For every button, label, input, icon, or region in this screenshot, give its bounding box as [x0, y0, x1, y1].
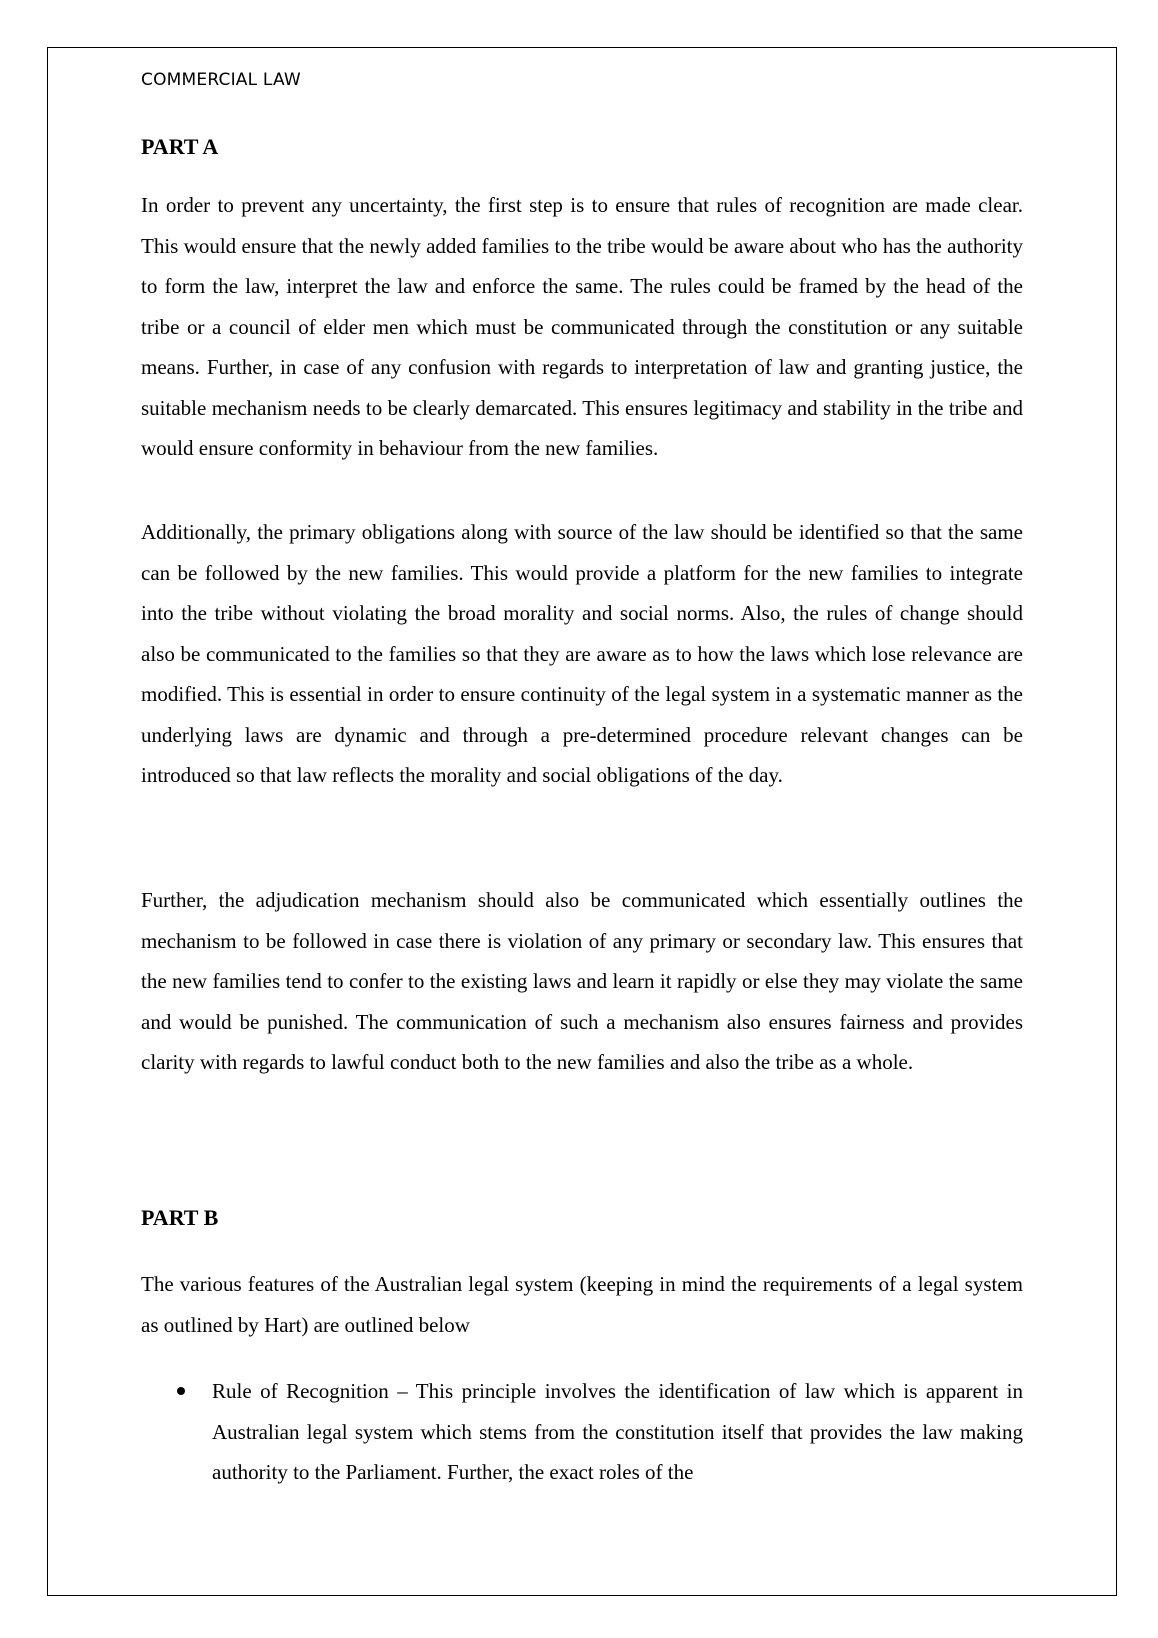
part-a-heading: PART A — [141, 134, 219, 159]
part-a-paragraph-1: In order to prevent any uncertainty, the first step is to ensure that rules of recognition are made clear. This would ensure that the newly added families to the tribe would be aware about who has the authority to form the law, interpret the law and enforce the same. The rules could be framed by the head of the tribe or a council of elder men which must be communicated through the constitution or any suitable means. Further, in case of any confusion with regards to interpretation of law and granting justice, the suitable mechanism needs to be clearly demarcated. This ensures legitimacy and stability in the tribe and would ensure conformity in behaviour from the new families. — [141, 193, 1023, 460]
bullet-text: Rule of Recognition – This principle involves the identification of law which is apparent in Australian legal system which stems from the constitution itself that provides the law making authority to the Parliament. Further, the exact roles of the — [212, 1379, 1023, 1484]
part-a-paragraph-3: Further, the adjudication mechanism should also be communicated which essentially outlines the mechanism to be followed in case there is violation of any primary or secondary law. This ensures that the new families tend to confer to the existing laws and learn it rapidly or else they may violate the same and would be punished. The communication of such a mechanism also ensures fairness and provides clarity with regards to lawful conduct both to the new families and also the tribe as a whole. — [141, 888, 1023, 1074]
running-header: COMMERCIAL LAW — [141, 70, 301, 90]
part-b-heading: PART B — [141, 1205, 219, 1230]
bullet-icon — [177, 1387, 185, 1395]
part-a-paragraph-2: Additionally, the primary obligations along with source of the law should be identified so that the same can be followed by the new families. This would provide a platform for the new families to integrate into the tribe without violating the broad morality and social norms. Also, the rules of change should also be communicated to the families so that they are aware as to how the laws which lose relevance are modified. This is essential in order to ensure continuity of the legal system in a systematic manner as the underlying laws are dynamic and through a pre-determined procedure relevant changes can be introduced so that law reflects the morality and social obligations of the day. — [141, 520, 1023, 787]
part-b-intro: The various features of the Australian legal system (keeping in mind the requirements of a legal system as outlined by Hart) are outlined below — [141, 1272, 1023, 1337]
